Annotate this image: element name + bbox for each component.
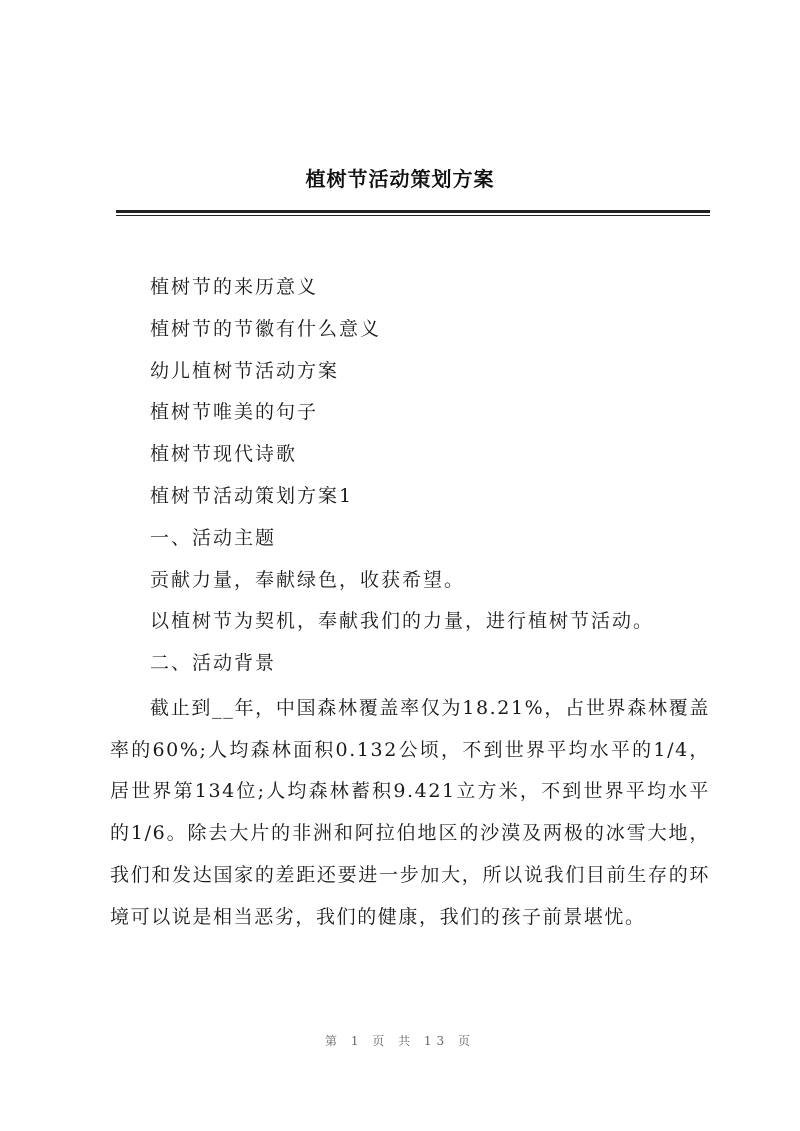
body-paragraph: 截止到__年，中国森林覆盖率仅为18.21%，占世界森林覆盖率的60%;人均森林面积0.132公顷，不到世界平均水平的1/4，居世界第134位;人均森林蓄积9.421立方米，不到世界平均水平的1/6。除去大片的非洲和阿拉伯地区的沙漠及两极的冰雪大地，我们和发达国家的差距还要进一步加大，所以说我们目前生存的环境可以说是相当恶劣，我们的健康，我们的孩子前景堪忧。: [110, 697, 710, 928]
text-line: 贡献力量，奉献绿色，收获希望。: [150, 568, 466, 591]
text-line: 植树节唯美的句子: [150, 401, 319, 424]
content-lines: [150, 273, 710, 691]
text-line: 以植树节为契机，奉献我们的力量，进行植树节活动。: [150, 610, 655, 633]
title-underline-thin: [116, 215, 710, 216]
document-title: 植树节活动策划方案: [305, 167, 495, 191]
text-line: 幼儿植树节活动方案: [150, 359, 340, 382]
section-heading: 一、活动主题: [150, 526, 277, 549]
page-footer: 第 1 页 共 13 页: [325, 1034, 475, 1048]
text-line: 植树节现代诗歌: [150, 443, 298, 466]
text-line: 植树节的来历意义: [150, 276, 319, 298]
text-line: 植树节的节徽有什么意义: [150, 317, 382, 340]
title-underline: [116, 210, 710, 213]
text-line: 植树节活动策划方案1: [150, 484, 354, 507]
section-heading: 二、活动背景: [150, 652, 277, 675]
